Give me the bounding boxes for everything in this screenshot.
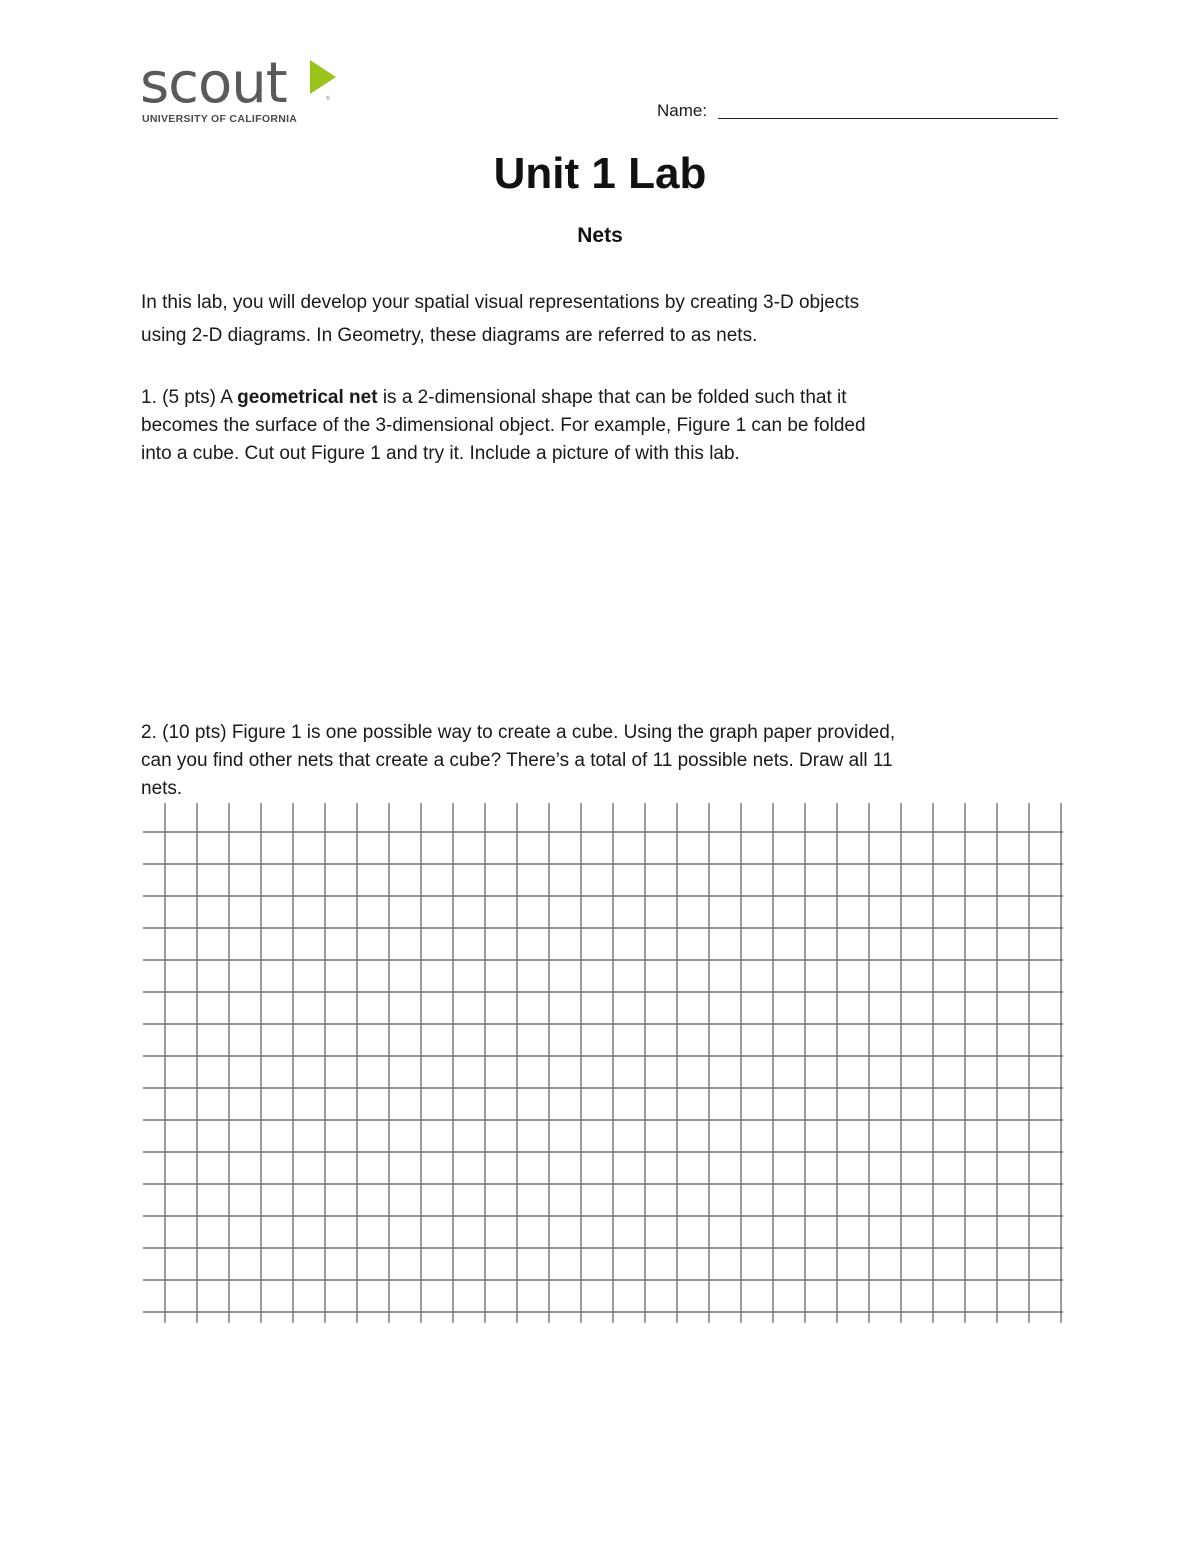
logo-arrow-icon — [310, 60, 336, 94]
registered-mark: ® — [326, 96, 330, 102]
question-2-line: nets. — [141, 778, 183, 799]
question-2-line: 2. (10 pts) Figure 1 is one possible way to create a cube. Using the graph paper provided, — [141, 722, 896, 743]
question-1-line — [141, 384, 1071, 412]
graph-paper[interactable] — [143, 803, 1063, 1323]
question-1-rest: is a 2-dimensional shape that can be folded such that it — [377, 387, 847, 408]
question-1-prefix: 1. (5 pts) A — [141, 387, 238, 408]
page-subtitle: Nets — [577, 224, 623, 247]
intro-paragraph — [141, 286, 1071, 352]
question-2-line: can you find other nets that create a cube? There’s a total of 11 possible nets. Draw all 11 — [141, 750, 893, 771]
question-1-line: into a cube. Cut out Figure 1 and try it. Include a picture of with this lab. — [141, 443, 740, 464]
intro-line: In this lab, you will develop your spatial visual representations by creating 3-D objects — [141, 292, 860, 313]
question-1-line: becomes the surface of the 3-dimensional object. For example, Figure 1 can be folded — [141, 415, 866, 436]
page-title: Unit 1 Lab — [493, 149, 707, 198]
question-1-term: geometrical net — [237, 387, 378, 408]
question-1 — [141, 384, 1071, 468]
question-2 — [141, 719, 1071, 803]
name-field[interactable] — [718, 118, 1058, 119]
intro-line: using 2-D diagrams. In Geometry, these diagrams are referred to as nets. — [141, 325, 758, 346]
name-label: Name: — [657, 101, 708, 120]
logo-wordmark: scout — [140, 51, 287, 116]
logo-subtitle: UNIVERSITY OF CALIFORNIA — [142, 113, 298, 125]
scout-logo — [140, 51, 360, 128]
